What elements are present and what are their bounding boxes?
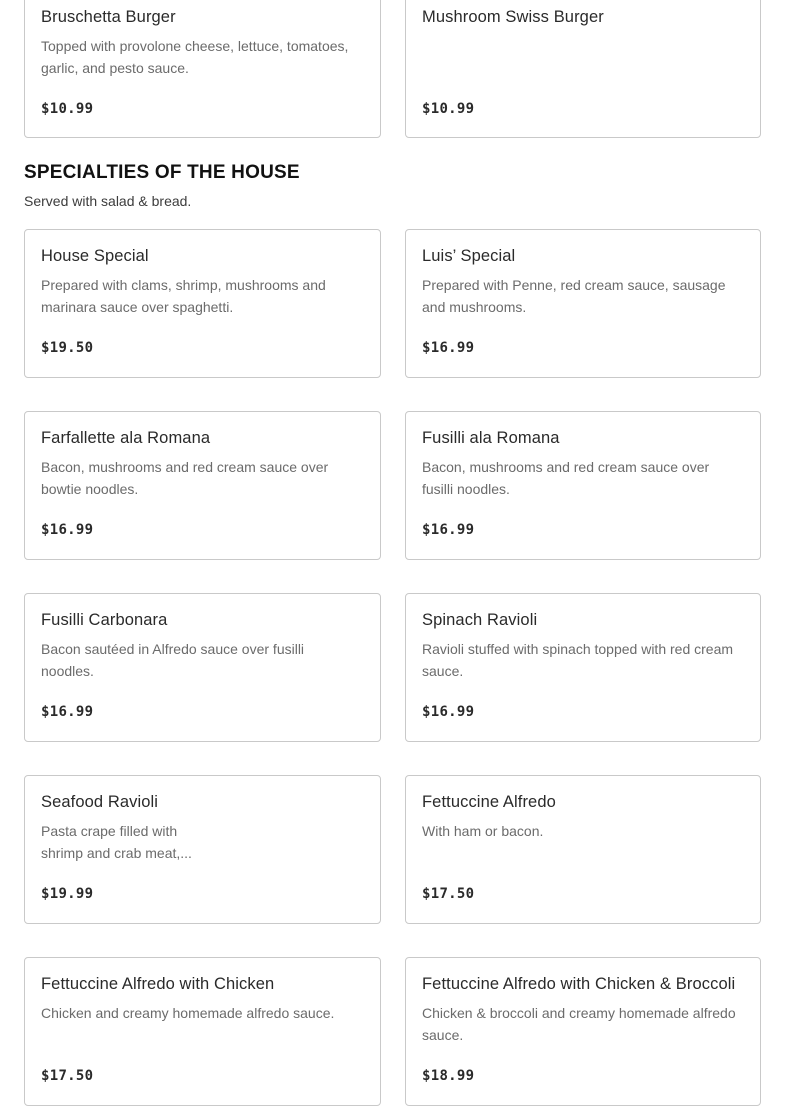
section-title: SPECIALTIES OF THE HOUSE [24,162,300,183]
menu-item-description: Bacon, mushrooms and red cream sauce over fusilli noodles. [422,459,710,497]
menu-item-price: $10.99 [41,101,94,117]
menu-item-description: Bacon sautéed in Alfredo sauce over fusilli noodles. [41,641,305,679]
menu-item-price: $17.50 [41,1068,94,1084]
menu-item-price: $16.99 [41,704,94,720]
menu-item-card[interactable] [24,957,381,1106]
menu-item-description: Ravioli stuffed with spinach topped with red cream sauce. [422,641,734,679]
menu-item-description: Chicken & broccoli and creamy homemade alfredo sauce. [422,1005,736,1043]
menu-item-name: Mushroom Swiss Burger [422,8,604,26]
menu-item-name: Fettuccine Alfredo [422,793,556,811]
menu-item-description: Chicken and creamy homemade alfredo sauce. [41,1005,335,1021]
menu-item-name: Bruschetta Burger [41,8,176,26]
menu-item-name: House Special [41,247,149,265]
menu-item-name: Farfallette ala Romana [41,429,211,447]
menu-item-card[interactable] [405,775,761,924]
menu-item-card[interactable] [405,229,761,378]
menu-item-price: $16.99 [422,522,475,538]
menu-item-price: $10.99 [422,101,475,117]
menu-item-card[interactable] [24,411,381,560]
menu-item-name: Fettuccine Alfredo with Chicken & Broccoli [422,975,736,993]
menu-item-card[interactable] [24,775,381,924]
menu-item-description: Bacon, mushrooms and red cream sauce over bowtie noodles. [41,459,329,497]
menu-item-name: Fettuccine Alfredo with Chicken [41,975,275,993]
menu-item-name: Fusilli ala Romana [422,429,560,447]
menu-item-price: $18.99 [422,1068,475,1084]
menu-item-card[interactable] [405,0,761,138]
menu-item-description: With ham or bacon. [422,823,544,839]
menu-item-description: Prepared with Penne, red cream sauce, sausage and mushrooms. [422,277,726,315]
menu-item-card[interactable] [405,411,761,560]
menu-item-description: Topped with provolone cheese, lettuce, tomatoes, garlic, and pesto sauce. [41,38,349,76]
menu-item-description: Prepared with clams, shrimp, mushrooms and marinara sauce over spaghetti. [41,277,326,315]
menu-item-name: Luis’ Special [422,247,516,265]
menu-item-card[interactable] [24,0,381,138]
menu-item-price: $17.50 [422,886,475,902]
menu-item-description: Pasta crape filled with shrimp and crab meat,... [41,823,192,861]
menu-item-card[interactable] [24,229,381,378]
menu-item-card[interactable] [405,957,761,1106]
menu-item-price: $16.99 [422,704,475,720]
section-subtitle: Served with salad & bread. [24,193,192,209]
menu-item-price: $19.99 [41,886,94,902]
menu-item-name: Seafood Ravioli [41,793,159,811]
menu-item-card[interactable] [405,593,761,742]
menu-item-name: Fusilli Carbonara [41,611,168,629]
menu-item-price: $16.99 [41,522,94,538]
menu-item-price: $16.99 [422,340,475,356]
menu-item-card[interactable] [24,593,381,742]
menu-item-price: $19.50 [41,340,94,356]
menu-item-name: Spinach Ravioli [422,611,538,629]
